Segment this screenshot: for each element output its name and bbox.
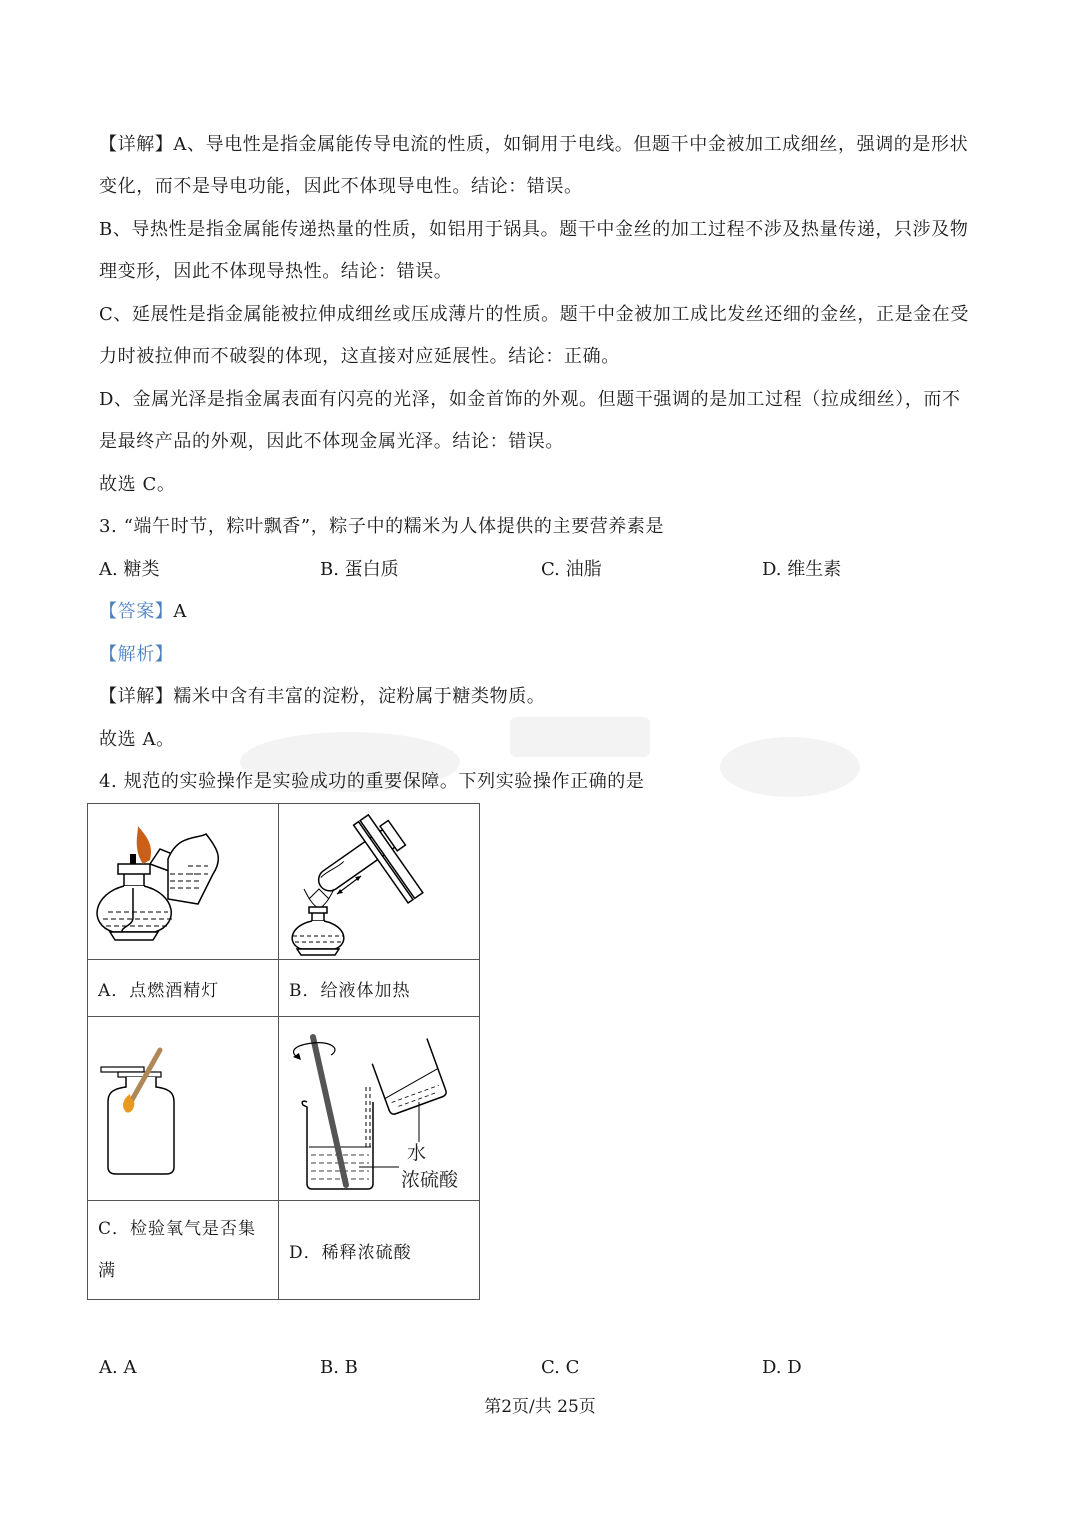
option-c: C. 油脂: [541, 559, 602, 580]
option-d: D. 维生素: [762, 559, 842, 580]
label-cell-c: [88, 1201, 279, 1300]
analysis-tag: 【解析】: [99, 644, 174, 665]
answer-value: A: [173, 601, 188, 622]
option-a: A. 糖类: [99, 559, 160, 580]
answer-line: [99, 600, 187, 624]
alcohol-lamp-lighting-figure: [88, 804, 278, 959]
label-c-line1: C．检验氧气是否集: [98, 1219, 257, 1239]
option-b: B. 蛋白质: [320, 559, 399, 580]
question-stem: 3. “端午时节，粽叶飘香”，粽子中的糯米为人体提供的主要营养素是: [99, 516, 665, 537]
detail-line: 【详解】糯米中含有丰富的淀粉，淀粉属于糖类物质。: [99, 686, 546, 707]
explanation-line: D、金属光泽是指金属表面有闪亮的光泽，如金首饰的外观。但题干强调的是加工过程（拉成细丝），而不: [99, 389, 961, 410]
explanation-line: 是最终产品的外观，因此不体现金属光泽。结论：错误。: [99, 431, 564, 452]
experiment-table: [87, 803, 480, 1300]
explanation-line: 理变形，因此不体现导热性。结论：错误。: [99, 261, 453, 282]
q4-option-c: C. C: [541, 1357, 580, 1378]
question-4-stem: 4. 规范的实验操作是实验成功的重要保障。下列实验操作正确的是: [99, 771, 645, 792]
figure-cell-c: [88, 1017, 279, 1201]
q4-option-a: A. A: [99, 1357, 137, 1378]
q4-option-d: D. D: [762, 1357, 802, 1378]
q4-option-b: B. B: [320, 1357, 358, 1378]
acid-label: 浓硫酸: [401, 1169, 459, 1191]
explanation-line: B、导热性是指金属能传递热量的性质，如铝用于锅具。题干中金丝的加工过程不涉及热量传递，只涉及物: [99, 219, 969, 240]
conclusion-line: 故选 A。: [99, 729, 175, 750]
water-label: 水: [407, 1142, 427, 1164]
label-cell-a: A．点燃酒精灯: [88, 960, 279, 1017]
oxygen-test-figure: [88, 1017, 278, 1200]
explanation-line: 【详解】A、导电性是指金属能传导电流的性质，如铜用于电线。但题干中金被加工成细丝，强调的是形状: [99, 134, 969, 155]
figure-cell-a: [88, 804, 279, 960]
figure-cell-d: [279, 1017, 480, 1201]
heating-liquid-figure: [279, 804, 479, 959]
label-cell-d: D．稀释浓硫酸: [279, 1201, 480, 1300]
explanation-line: C、延展性是指金属能被拉伸成细丝或压成薄片的性质。题干中金被加工成比发丝还细的金丝，正是金在受: [99, 304, 969, 325]
label-cell-b: B．给液体加热: [279, 960, 480, 1017]
explanation-line: 变化，而不是导电功能，因此不体现导电性。结论：错误。: [99, 176, 583, 197]
explanation-line: 力时被拉伸而不破裂的体现，这直接对应延展性。结论：正确。: [99, 346, 620, 367]
conclusion-line: 故选 C。: [99, 474, 176, 495]
page-number: 第2页/共 25页: [484, 1397, 596, 1417]
answer-tag: 【答案】: [99, 601, 174, 622]
dilute-sulfuric-acid-figure: [279, 1017, 479, 1200]
figure-cell-b: [279, 804, 480, 960]
label-c-line2: 满: [98, 1261, 116, 1281]
